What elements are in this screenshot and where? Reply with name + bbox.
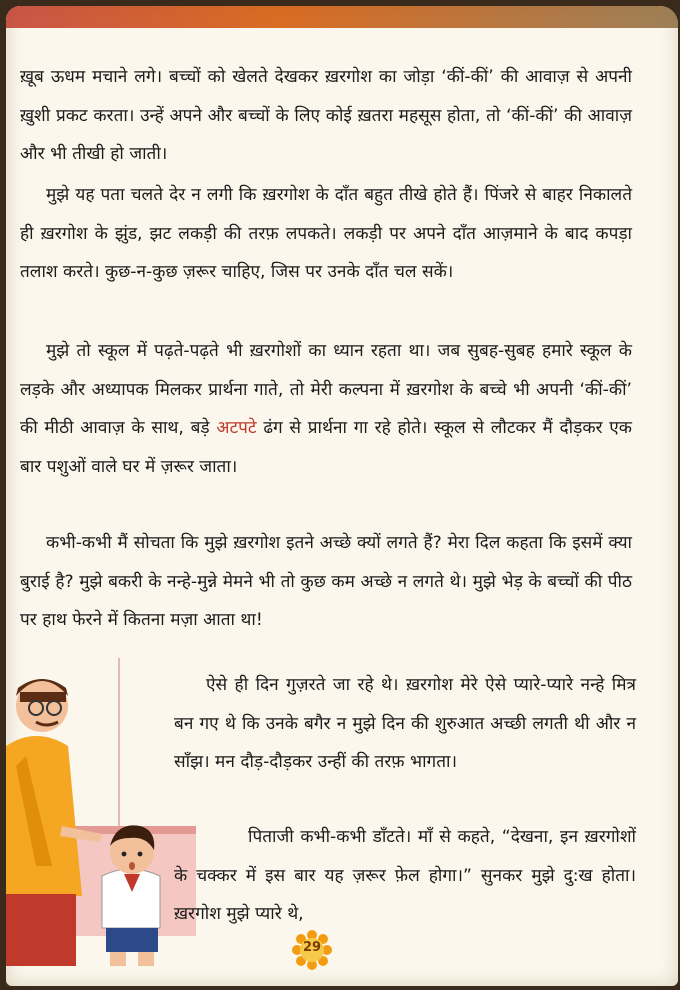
highlighted-word: अटपटे — [216, 418, 257, 438]
book-page — [6, 6, 678, 986]
page-number: 29 — [302, 940, 322, 955]
paragraph-6: पिताजी कभी-कभी डाँटते। माँ से कहते, “देखना, इन ख़रगोशों के चक्कर में इस बार यह ज़रूर फ़ेल होगा।” सुनकर मुझे दु:ख होता। ख़रगोश मुझे प्यारे थे, — [174, 827, 636, 924]
paragraph-3 — [20, 332, 632, 486]
paragraph-2: मुझे यह पता चलते देर न लगी कि ख़रगोश के दाँत बहुत तीखे होते हैं। पिंजरे से बाहर निकालते ही ख़रगोश के झुंड, झट लकड़ी की तरफ़ लपकते। लकड़ी पर अपने दाँत आज़माने के बाद कपड़ा तलाश करते। कुछ-न-कुछ ज़रूर चाहिए, जिस पर उनके दाँत चल सकें। — [20, 185, 632, 282]
paragraph-1: ख़ूब ऊधम मचाने लगे। बच्चों को खेलते देखकर ख़रगोश का जोड़ा ‘कीं-कीं’ की आवाज़ से अपनी ख़ुशी प्रकट करता। उन्हें अपने और बच्चों के लिए कोई ख़तरा महसूस होता, तो ‘कीं-कीं’ की आवाज़ और भी तीखी हो जाती। — [20, 67, 632, 164]
page-top-edge — [6, 6, 678, 28]
paragraph-4: कभी-कभी मैं सोचता कि मुझे ख़रगोश इतने अच्छे क्यों लगते हैं? मेरा दिल कहता कि इसमें क्या बुराई है? मुझे बकरी के नन्हे-मुन्ने मेमने भी तो कुछ कम अच्छे न लगते थे। मुझे भेड़ के बच्चों की पीठ पर हाथ फेरने में कितना मज़ा आता था! — [20, 533, 632, 630]
father-and-boy-illustration — [6, 666, 201, 966]
paragraph-5: ऐसे ही दिन गुज़रते जा रहे थे। ख़रगोश मेरे ऐसे प्यारे-प्यारे नन्हे मित्र बन गए थे कि उनके बगैर न मुझे दिन की शुरुआत अच्छी लगती थी और न साँझ। मन दौड़-दौड़कर उन्हीं की तरफ़ भागता। — [174, 675, 636, 772]
page-number-badge — [292, 930, 332, 970]
paragraph-3-part-b: ढंग से प्रार्थना गा रहे होते। स्कूल से लौटकर मैं दौड़कर एक बार पशुओं वाले घर में ज़रूर जाता। — [20, 418, 632, 477]
paragraph-3-part-a: मुझे तो स्कूल में पढ़ते-पढ़ते भी ख़रगोशों का ध्यान रहता था। जब सुबह-सुबह हमारे स्कूल के लड़के और अध्यापक मिलकर प्रार्थना गाते, तो मेरी कल्पना में ख़रगोश के बच्चे भी अपनी ‘कीं-कीं’ की मीठी आवाज़ के साथ, बड़े — [20, 341, 632, 438]
boy-figure — [102, 825, 160, 966]
